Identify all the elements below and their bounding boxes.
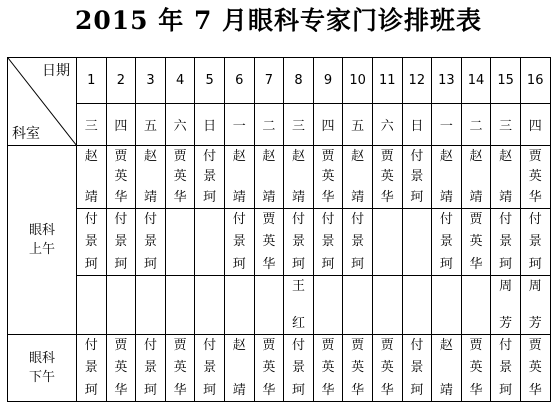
doctor-cell: 付 景 珂 — [106, 209, 136, 276]
doctor-cell — [77, 276, 107, 335]
doctor-cell: 付 景 珂 — [491, 335, 521, 402]
date-cell: 7 — [254, 58, 284, 104]
date-header-label: 日期 — [42, 63, 70, 79]
doctor-cell: 赵 靖 — [284, 146, 314, 209]
weekday-cell: 五 — [136, 104, 166, 146]
date-cell: 13 — [432, 58, 462, 104]
weekday-cell: 日 — [402, 104, 432, 146]
doctor-cell — [254, 276, 284, 335]
doctor-cell: 贾 英 华 — [372, 335, 402, 402]
doctor-cell: 周 芳 — [520, 276, 550, 335]
doctor-cell — [106, 276, 136, 335]
weekday-cell: 五 — [343, 104, 373, 146]
doctor-cell — [402, 276, 432, 335]
doctor-cell: 周 芳 — [491, 276, 521, 335]
doctor-cell: 贾 英 华 — [461, 209, 491, 276]
doctor-cell: 赵 靖 — [77, 146, 107, 209]
doctor-cell: 付 景 珂 — [195, 146, 225, 209]
date-cell: 2 — [106, 58, 136, 104]
date-cell: 15 — [491, 58, 521, 104]
date-cell: 14 — [461, 58, 491, 104]
doctor-cell: 赵 靖 — [224, 146, 254, 209]
doctor-cell: 赵 靖 — [461, 146, 491, 209]
doctor-cell — [165, 209, 195, 276]
date-cell: 6 — [224, 58, 254, 104]
date-row — [8, 58, 551, 104]
dept-header-label: 科室 — [12, 126, 40, 142]
doctor-cell: 付 景 珂 — [432, 209, 462, 276]
doctor-cell: 贾 英 华 — [106, 146, 136, 209]
date-cell: 12 — [402, 58, 432, 104]
doctor-cell: 贾 英 华 — [106, 335, 136, 402]
doctor-cell: 赵 靖 — [224, 335, 254, 402]
date-cell: 10 — [343, 58, 373, 104]
doctor-cell: 赵 靖 — [432, 146, 462, 209]
doctor-cell — [461, 276, 491, 335]
doctor-cell — [432, 276, 462, 335]
doctor-cell — [372, 276, 402, 335]
doctor-cell: 贾 英 华 — [313, 335, 343, 402]
doctor-cell: 贾 英 华 — [254, 209, 284, 276]
date-cell: 9 — [313, 58, 343, 104]
weekday-cell: 二 — [461, 104, 491, 146]
weekday-cell: 四 — [106, 104, 136, 146]
doctor-cell: 赵 靖 — [432, 335, 462, 402]
schedule-row — [8, 276, 551, 335]
doctor-cell: 王 红 — [284, 276, 314, 335]
doctor-cell: 贾 英 华 — [313, 146, 343, 209]
weekday-cell: 六 — [372, 104, 402, 146]
doctor-cell — [195, 209, 225, 276]
date-cell: 11 — [372, 58, 402, 104]
doctor-cell: 赵 靖 — [136, 146, 166, 209]
weekday-cell: 三 — [491, 104, 521, 146]
doctor-cell: 赵 靖 — [491, 146, 521, 209]
schedule-table — [7, 57, 551, 402]
schedule-row — [8, 335, 551, 402]
doctor-cell: 贾 英 华 — [520, 335, 550, 402]
doctor-cell: 付 景 珂 — [284, 335, 314, 402]
doctor-cell — [343, 276, 373, 335]
doctor-cell — [313, 276, 343, 335]
date-cell: 8 — [284, 58, 314, 104]
date-cell: 3 — [136, 58, 166, 104]
doctor-cell — [165, 276, 195, 335]
weekday-cell: 一 — [224, 104, 254, 146]
doctor-cell: 贾 英 华 — [372, 146, 402, 209]
doctor-cell — [195, 276, 225, 335]
weekday-cell: 四 — [313, 104, 343, 146]
section-label: 眼科 下午 — [8, 335, 77, 402]
weekday-cell: 日 — [195, 104, 225, 146]
header-corner — [8, 58, 77, 146]
doctor-cell: 付 景 珂 — [491, 209, 521, 276]
doctor-cell: 付 景 珂 — [195, 335, 225, 402]
doctor-cell: 付 景 珂 — [520, 209, 550, 276]
doctor-cell: 付 景 珂 — [77, 209, 107, 276]
doctor-cell: 付 景 珂 — [136, 209, 166, 276]
section-label: 眼科 上午 — [8, 146, 77, 335]
schedule-row — [8, 209, 551, 276]
doctor-cell: 付 景 珂 — [77, 335, 107, 402]
doctor-cell: 贾 英 华 — [461, 335, 491, 402]
page-title: 2015 年 7 月眼科专家门诊排班表 — [74, 6, 483, 35]
doctor-cell — [224, 276, 254, 335]
doctor-cell: 付 景 珂 — [402, 335, 432, 402]
doctor-cell — [372, 209, 402, 276]
weekday-row — [8, 104, 551, 146]
schedule-row — [8, 146, 551, 209]
doctor-cell: 付 景 珂 — [343, 209, 373, 276]
weekday-cell: 三 — [284, 104, 314, 146]
doctor-cell: 贾 英 华 — [254, 335, 284, 402]
doctor-cell: 贾 英 华 — [343, 335, 373, 402]
date-cell: 5 — [195, 58, 225, 104]
doctor-cell: 付 景 珂 — [313, 209, 343, 276]
weekday-cell: 二 — [254, 104, 284, 146]
doctor-cell: 付 景 珂 — [224, 209, 254, 276]
doctor-cell: 付 景 珂 — [136, 335, 166, 402]
weekday-cell: 六 — [165, 104, 195, 146]
date-cell: 1 — [77, 58, 107, 104]
doctor-cell: 付 景 珂 — [402, 146, 432, 209]
doctor-cell — [402, 209, 432, 276]
doctor-cell: 赵 靖 — [254, 146, 284, 209]
weekday-cell: 一 — [432, 104, 462, 146]
doctor-cell: 贾 英 华 — [165, 146, 195, 209]
weekday-cell: 四 — [520, 104, 550, 146]
doctor-cell: 贾 英 华 — [165, 335, 195, 402]
date-cell: 4 — [165, 58, 195, 104]
weekday-cell: 三 — [77, 104, 107, 146]
doctor-cell: 贾 英 华 — [520, 146, 550, 209]
doctor-cell: 赵 靖 — [343, 146, 373, 209]
doctor-cell: 付 景 珂 — [284, 209, 314, 276]
doctor-cell — [136, 276, 166, 335]
date-cell: 16 — [520, 58, 550, 104]
